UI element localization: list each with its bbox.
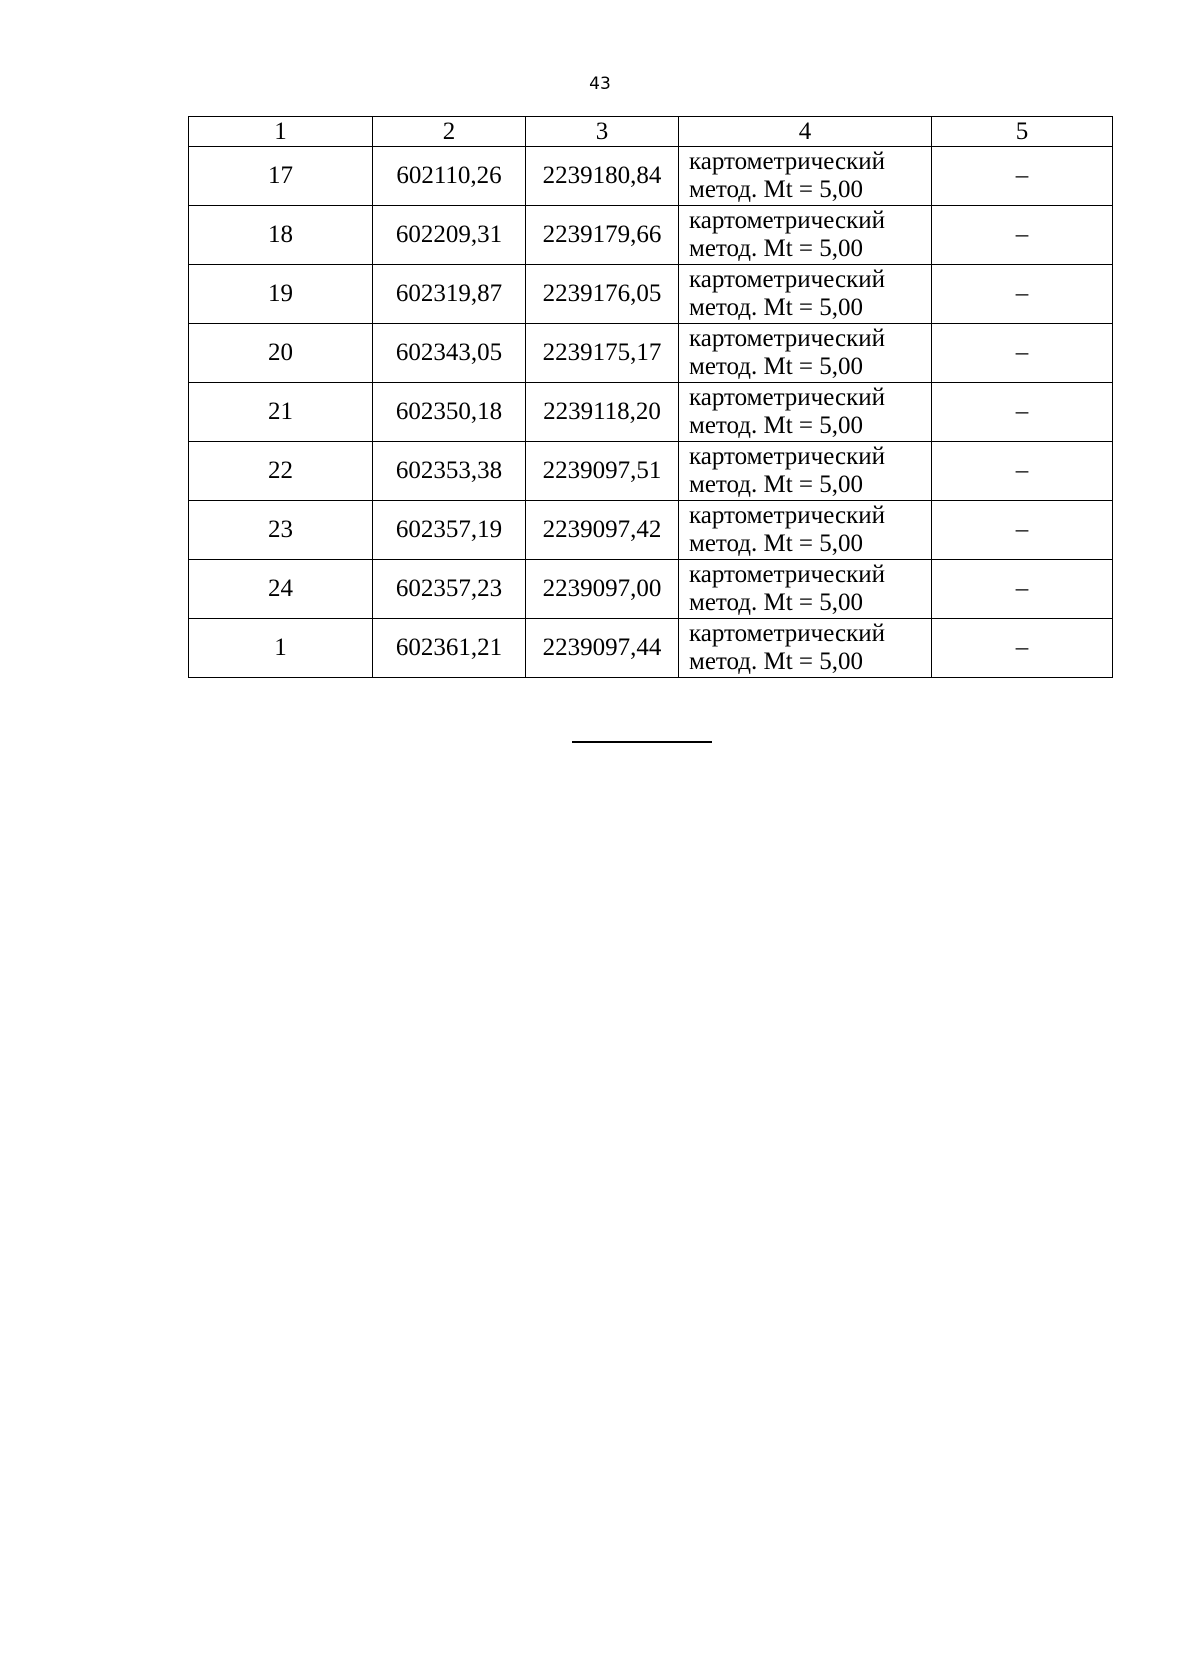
- x-coordinate-cell: 602353,38: [373, 442, 526, 501]
- method-accuracy: метод. Mt = 5,00: [689, 353, 864, 380]
- point-number-cell: 20: [189, 324, 373, 383]
- point-number-cell: 19: [189, 265, 373, 324]
- method-cell: [679, 265, 932, 324]
- method-accuracy: метод. Mt = 5,00: [689, 648, 864, 675]
- point-number-cell: 24: [189, 560, 373, 619]
- y-coordinate-cell: 2239180,84: [526, 147, 679, 206]
- method-cell: [679, 383, 932, 442]
- x-coordinate-cell: 602110,26: [373, 147, 526, 206]
- method-accuracy: метод. Mt = 5,00: [689, 589, 864, 616]
- x-coordinate-cell: 602343,05: [373, 324, 526, 383]
- method-name: картометрический: [689, 325, 885, 352]
- point-number-cell: 1: [189, 619, 373, 678]
- column-header: 2: [373, 117, 526, 147]
- method-name: картометрический: [689, 207, 885, 234]
- description-cell: –: [932, 560, 1113, 619]
- column-header: 1: [189, 117, 373, 147]
- method-name: картометрический: [689, 148, 885, 175]
- x-coordinate-cell: 602350,18: [373, 383, 526, 442]
- page-number: 43: [589, 74, 611, 94]
- method-cell: [679, 324, 932, 383]
- description-cell: –: [932, 383, 1113, 442]
- method-name: картометрический: [689, 266, 885, 293]
- method-accuracy: метод. Mt = 5,00: [689, 235, 864, 262]
- x-coordinate-cell: 602357,23: [373, 560, 526, 619]
- method-cell: [679, 560, 932, 619]
- table-row: [189, 442, 1113, 501]
- method-cell: [679, 206, 932, 265]
- y-coordinate-cell: 2239097,42: [526, 501, 679, 560]
- x-coordinate-cell: 602361,21: [373, 619, 526, 678]
- column-header: 4: [679, 117, 932, 147]
- table-row: [189, 265, 1113, 324]
- method-name: картометрический: [689, 443, 885, 470]
- description-cell: –: [932, 206, 1113, 265]
- description-cell: –: [932, 619, 1113, 678]
- end-of-document-rule: [572, 741, 712, 743]
- y-coordinate-cell: 2239176,05: [526, 265, 679, 324]
- method-accuracy: метод. Mt = 5,00: [689, 471, 864, 498]
- description-cell: –: [932, 147, 1113, 206]
- table-row: [189, 501, 1113, 560]
- method-cell: [679, 442, 932, 501]
- table-row: [189, 560, 1113, 619]
- method-cell: [679, 147, 932, 206]
- y-coordinate-cell: 2239097,51: [526, 442, 679, 501]
- method-accuracy: метод. Mt = 5,00: [689, 294, 864, 321]
- point-number-cell: 18: [189, 206, 373, 265]
- table-row: [189, 619, 1113, 678]
- point-number-cell: 22: [189, 442, 373, 501]
- point-number-cell: 23: [189, 501, 373, 560]
- method-cell: [679, 501, 932, 560]
- method-accuracy: метод. Mt = 5,00: [689, 530, 864, 557]
- point-number-cell: 17: [189, 147, 373, 206]
- y-coordinate-cell: 2239118,20: [526, 383, 679, 442]
- method-name: картометрический: [689, 620, 885, 647]
- y-coordinate-cell: 2239179,66: [526, 206, 679, 265]
- y-coordinate-cell: 2239097,44: [526, 619, 679, 678]
- description-cell: –: [932, 324, 1113, 383]
- column-header: 3: [526, 117, 679, 147]
- x-coordinate-cell: 602209,31: [373, 206, 526, 265]
- coordinates-table: [188, 116, 1113, 678]
- description-cell: –: [932, 265, 1113, 324]
- y-coordinate-cell: 2239097,00: [526, 560, 679, 619]
- point-number-cell: 21: [189, 383, 373, 442]
- table-header-row: [189, 117, 1113, 147]
- method-name: картометрический: [689, 561, 885, 588]
- method-name: картометрический: [689, 384, 885, 411]
- table-row: [189, 206, 1113, 265]
- method-name: картометрический: [689, 502, 885, 529]
- description-cell: –: [932, 501, 1113, 560]
- y-coordinate-cell: 2239175,17: [526, 324, 679, 383]
- table-row: [189, 324, 1113, 383]
- method-cell: [679, 619, 932, 678]
- method-accuracy: метод. Mt = 5,00: [689, 176, 864, 203]
- table-row: [189, 383, 1113, 442]
- method-accuracy: метод. Mt = 5,00: [689, 412, 864, 439]
- x-coordinate-cell: 602357,19: [373, 501, 526, 560]
- column-header: 5: [932, 117, 1113, 147]
- description-cell: –: [932, 442, 1113, 501]
- x-coordinate-cell: 602319,87: [373, 265, 526, 324]
- table-row: [189, 147, 1113, 206]
